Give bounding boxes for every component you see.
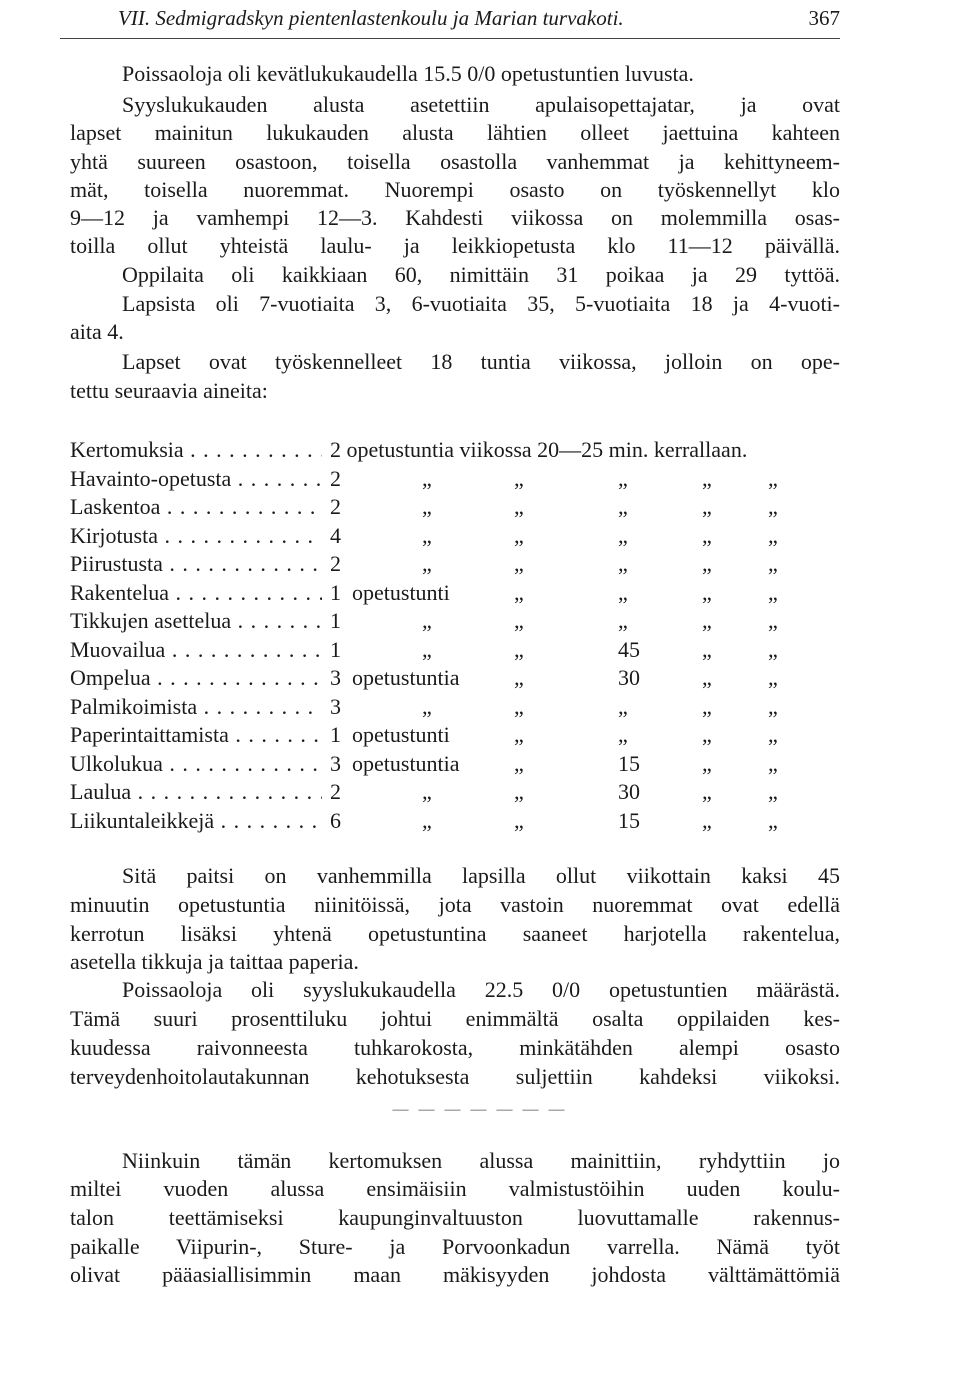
text-line: 9—12 ja vamhempi 12—3. Kahdesti viikossa on molemmilla osas- — [70, 205, 840, 230]
table-row — [70, 607, 850, 636]
ditto-mark: „ — [702, 494, 712, 519]
text-line: aita 4. — [70, 319, 124, 344]
text-line: Poissaoloja oli kevätlukukaudella 15.5 0/0 opetustuntien luvusta. — [122, 61, 694, 86]
subject-name: Muovailua . . . — [70, 636, 322, 664]
text-line: yhtä suureen osastoon, toisella osastolla vanhemmat ja kehittyneem- — [70, 149, 840, 174]
ditto-mark: „ — [768, 722, 778, 747]
ditto-mark: „ — [768, 693, 778, 719]
hours-count: 4 — [330, 522, 341, 548]
text-line: Niinkuin tämän kertomuksen alussa mainittiin, ryhdyttiin jo — [122, 1148, 840, 1173]
ditto-mark: „ — [702, 693, 712, 719]
first-row-description: 2 opetustuntia viikossa 20—25 min. kerrallaan. — [330, 437, 748, 462]
text-line: olivat pääasiallisimmin maan mäkisyyden johdosta välttämättömiä — [70, 1262, 840, 1287]
subject-name: Paperintaittamista . . . — [70, 721, 322, 749]
subject-name: Liikuntaleikkejä . . . — [70, 807, 322, 835]
ditto-mark: „ — [768, 608, 778, 633]
text-line: Tämä suuri prosenttiluku johtui enimmältä osalta oppilaiden kes- — [70, 1006, 840, 1031]
text-line: talon teettämiseksi kaupunginvaltuuston luovuttamalle rakennus- — [70, 1205, 840, 1230]
subject-name: Havainto-opetusta . . . — [70, 465, 322, 493]
ditto-mark: „ — [702, 522, 712, 548]
ditto-mark: „ — [702, 465, 712, 491]
hours-count: 1 — [330, 636, 341, 662]
hours-count: 3 — [330, 750, 341, 776]
ditto-mark: „ — [422, 779, 432, 804]
subject-name: Tikkujen asettelua . . . — [70, 607, 322, 635]
text-line: Sitä paitsi on vanhemmilla lapsilla ollut viikottain kaksi 45 — [122, 863, 840, 888]
subject-name: Laskentoa . . . — [70, 493, 322, 521]
hours-unit: opetustuntia — [352, 750, 460, 776]
minutes-value: 45 — [618, 636, 640, 662]
minutes-value: „ — [618, 522, 628, 548]
ditto-mark: „ — [514, 722, 524, 747]
ditto-mark: „ — [514, 465, 524, 491]
minutes-value: „ — [618, 551, 628, 576]
ditto-mark: „ — [514, 750, 524, 776]
text-line: minuutin opetustuntia niinitöissä, jota vastoin nuoremmat ovat edellä — [70, 892, 840, 917]
table-row — [70, 807, 850, 836]
page-number: 367 — [808, 6, 840, 30]
ditto-mark: „ — [422, 465, 432, 491]
hours-unit: opetustuntia — [352, 665, 460, 690]
ditto-mark: „ — [768, 807, 778, 833]
text-line: mät, toisella nuoremmat. Nuorempi osasto on työskennellyt klo — [70, 177, 840, 202]
ditto-mark: „ — [514, 522, 524, 548]
minutes-value: 30 — [618, 665, 640, 690]
ditto-mark: „ — [768, 636, 778, 662]
ditto-mark: „ — [514, 779, 524, 804]
table-row — [70, 550, 850, 579]
table-row — [70, 636, 850, 665]
minutes-value: „ — [618, 579, 628, 605]
ditto-mark: „ — [422, 551, 432, 576]
ditto-mark: „ — [702, 579, 712, 605]
text-line: paikalle Viipurin-, Sture- ja Porvoonkadun varrella. Nämä työt — [70, 1234, 840, 1259]
ditto-mark: „ — [702, 665, 712, 690]
ditto-mark: „ — [702, 807, 712, 833]
text-line: tettu seuraavia aineita: — [70, 378, 268, 403]
subject-name: Piirustusta . . . — [70, 550, 322, 578]
text-line: Poissaoloja oli syyslukukaudella 22.5 0/0 opetustuntien määrästä. — [122, 977, 840, 1002]
table-row — [70, 465, 850, 494]
ditto-mark: „ — [422, 608, 432, 633]
ditto-mark: „ — [514, 579, 524, 605]
ditto-mark: „ — [768, 665, 778, 690]
ditto-mark: „ — [702, 551, 712, 576]
table-row — [70, 493, 850, 522]
ditto-mark: „ — [422, 522, 432, 548]
text-line: Lapsista oli 7-vuotiaita 3, 6-vuotiaita 35, 5-vuotiaita 18 ja 4-vuoti- — [122, 291, 840, 316]
ditto-mark: „ — [768, 750, 778, 776]
table-row — [70, 522, 850, 551]
minutes-value: 15 — [618, 807, 640, 833]
ditto-mark: „ — [422, 807, 432, 833]
text-line: lapset mainitun lukukauden alusta lähtien olleet jaettuina kahteen — [70, 120, 840, 145]
ditto-mark: „ — [514, 636, 524, 662]
header-rule — [60, 38, 840, 39]
hours-count: 2 — [330, 551, 341, 576]
subjects-table — [70, 436, 850, 835]
hours-unit: opetustunti — [352, 579, 450, 605]
table-row — [70, 664, 850, 693]
subject-name: Ulkolukua . . . — [70, 750, 322, 778]
hours-count: 3 — [330, 665, 341, 690]
hours-count: 1 — [330, 608, 341, 633]
table-row — [70, 436, 850, 465]
hours-count: 1 — [330, 722, 341, 747]
subject-name: Kertomuksia . . . — [70, 436, 322, 464]
table-row — [70, 721, 850, 750]
minutes-value: „ — [618, 722, 628, 747]
minutes-value: „ — [618, 693, 628, 719]
subject-name: Ompelua . . . — [70, 664, 322, 692]
ditto-mark: „ — [514, 693, 524, 719]
hours-count: 2 — [330, 779, 341, 804]
text-line: terveydenhoitolautakunnan kehotuksesta suljettiin kahdeksi viikoksi. — [70, 1064, 840, 1089]
ditto-mark: „ — [514, 551, 524, 576]
section-separator: — — — — — — — — [392, 1101, 568, 1118]
ditto-mark: „ — [702, 608, 712, 633]
table-row — [70, 693, 850, 722]
subject-name: Laulua . . . — [70, 778, 322, 806]
ditto-mark: „ — [702, 636, 712, 662]
minutes-value: „ — [618, 465, 628, 491]
ditto-mark: „ — [422, 693, 432, 719]
running-head — [118, 6, 840, 40]
hours-count: 2 — [330, 494, 341, 519]
table-row — [70, 750, 850, 779]
hours-count: 1 — [330, 579, 341, 605]
text-line: Lapset ovat työskennelleet 18 tuntia viikossa, jolloin on ope- — [122, 349, 840, 374]
text-line: kerrotun lisäksi yhtenä opetustuntina saaneet harjotella rakentelua, — [70, 921, 840, 946]
ditto-mark: „ — [702, 779, 712, 804]
subject-name: Palmikoimista . . . — [70, 693, 322, 721]
ditto-mark: „ — [768, 465, 778, 491]
minutes-value: „ — [618, 494, 628, 519]
ditto-mark: „ — [514, 807, 524, 833]
minutes-value: 15 — [618, 750, 640, 776]
text-line: asetella tikkuja ja taittaa paperia. — [70, 949, 359, 974]
ditto-mark: „ — [768, 522, 778, 548]
ditto-mark: „ — [768, 579, 778, 605]
minutes-value: 30 — [618, 779, 640, 804]
text-line: toilla ollut yhteistä laulu- ja leikkiopetusta klo 11—12 päivällä. — [70, 233, 840, 258]
ditto-mark: „ — [422, 636, 432, 662]
ditto-mark: „ — [768, 779, 778, 804]
table-row — [70, 778, 850, 807]
ditto-mark: „ — [514, 608, 524, 633]
ditto-mark: „ — [514, 665, 524, 690]
subject-name: Kirjotusta . . . — [70, 522, 322, 550]
hours-unit: opetustunti — [352, 722, 450, 747]
subject-name: Rakentelua . . . — [70, 579, 322, 607]
text-line: miltei vuoden alussa ensimäisiin valmistustöihin uuden koulu- — [70, 1176, 840, 1201]
ditto-mark: „ — [768, 494, 778, 519]
table-row — [70, 579, 850, 608]
ditto-mark: „ — [702, 722, 712, 747]
ditto-mark: „ — [514, 494, 524, 519]
minutes-value: „ — [618, 608, 628, 633]
ditto-mark: „ — [768, 551, 778, 576]
hours-count: 3 — [330, 693, 341, 719]
chapter-title: VII. Sedmigradskyn pientenlastenkoulu ja Marian turvakoti. — [118, 6, 624, 30]
text-line: Oppilaita oli kaikkiaan 60, nimittäin 31 poikaa ja 29 tyttöä. — [122, 262, 840, 287]
text-line: Syyslukukauden alusta asetettiin apulaisopettajatar, ja ovat — [122, 92, 840, 117]
ditto-mark: „ — [422, 494, 432, 519]
hours-count: 6 — [330, 807, 341, 833]
ditto-mark: „ — [702, 750, 712, 776]
hours-count: 2 — [330, 465, 341, 491]
text-line: kuudessa raivonneesta tuhkarokosta, minkätähden alempi osasto — [70, 1035, 840, 1060]
